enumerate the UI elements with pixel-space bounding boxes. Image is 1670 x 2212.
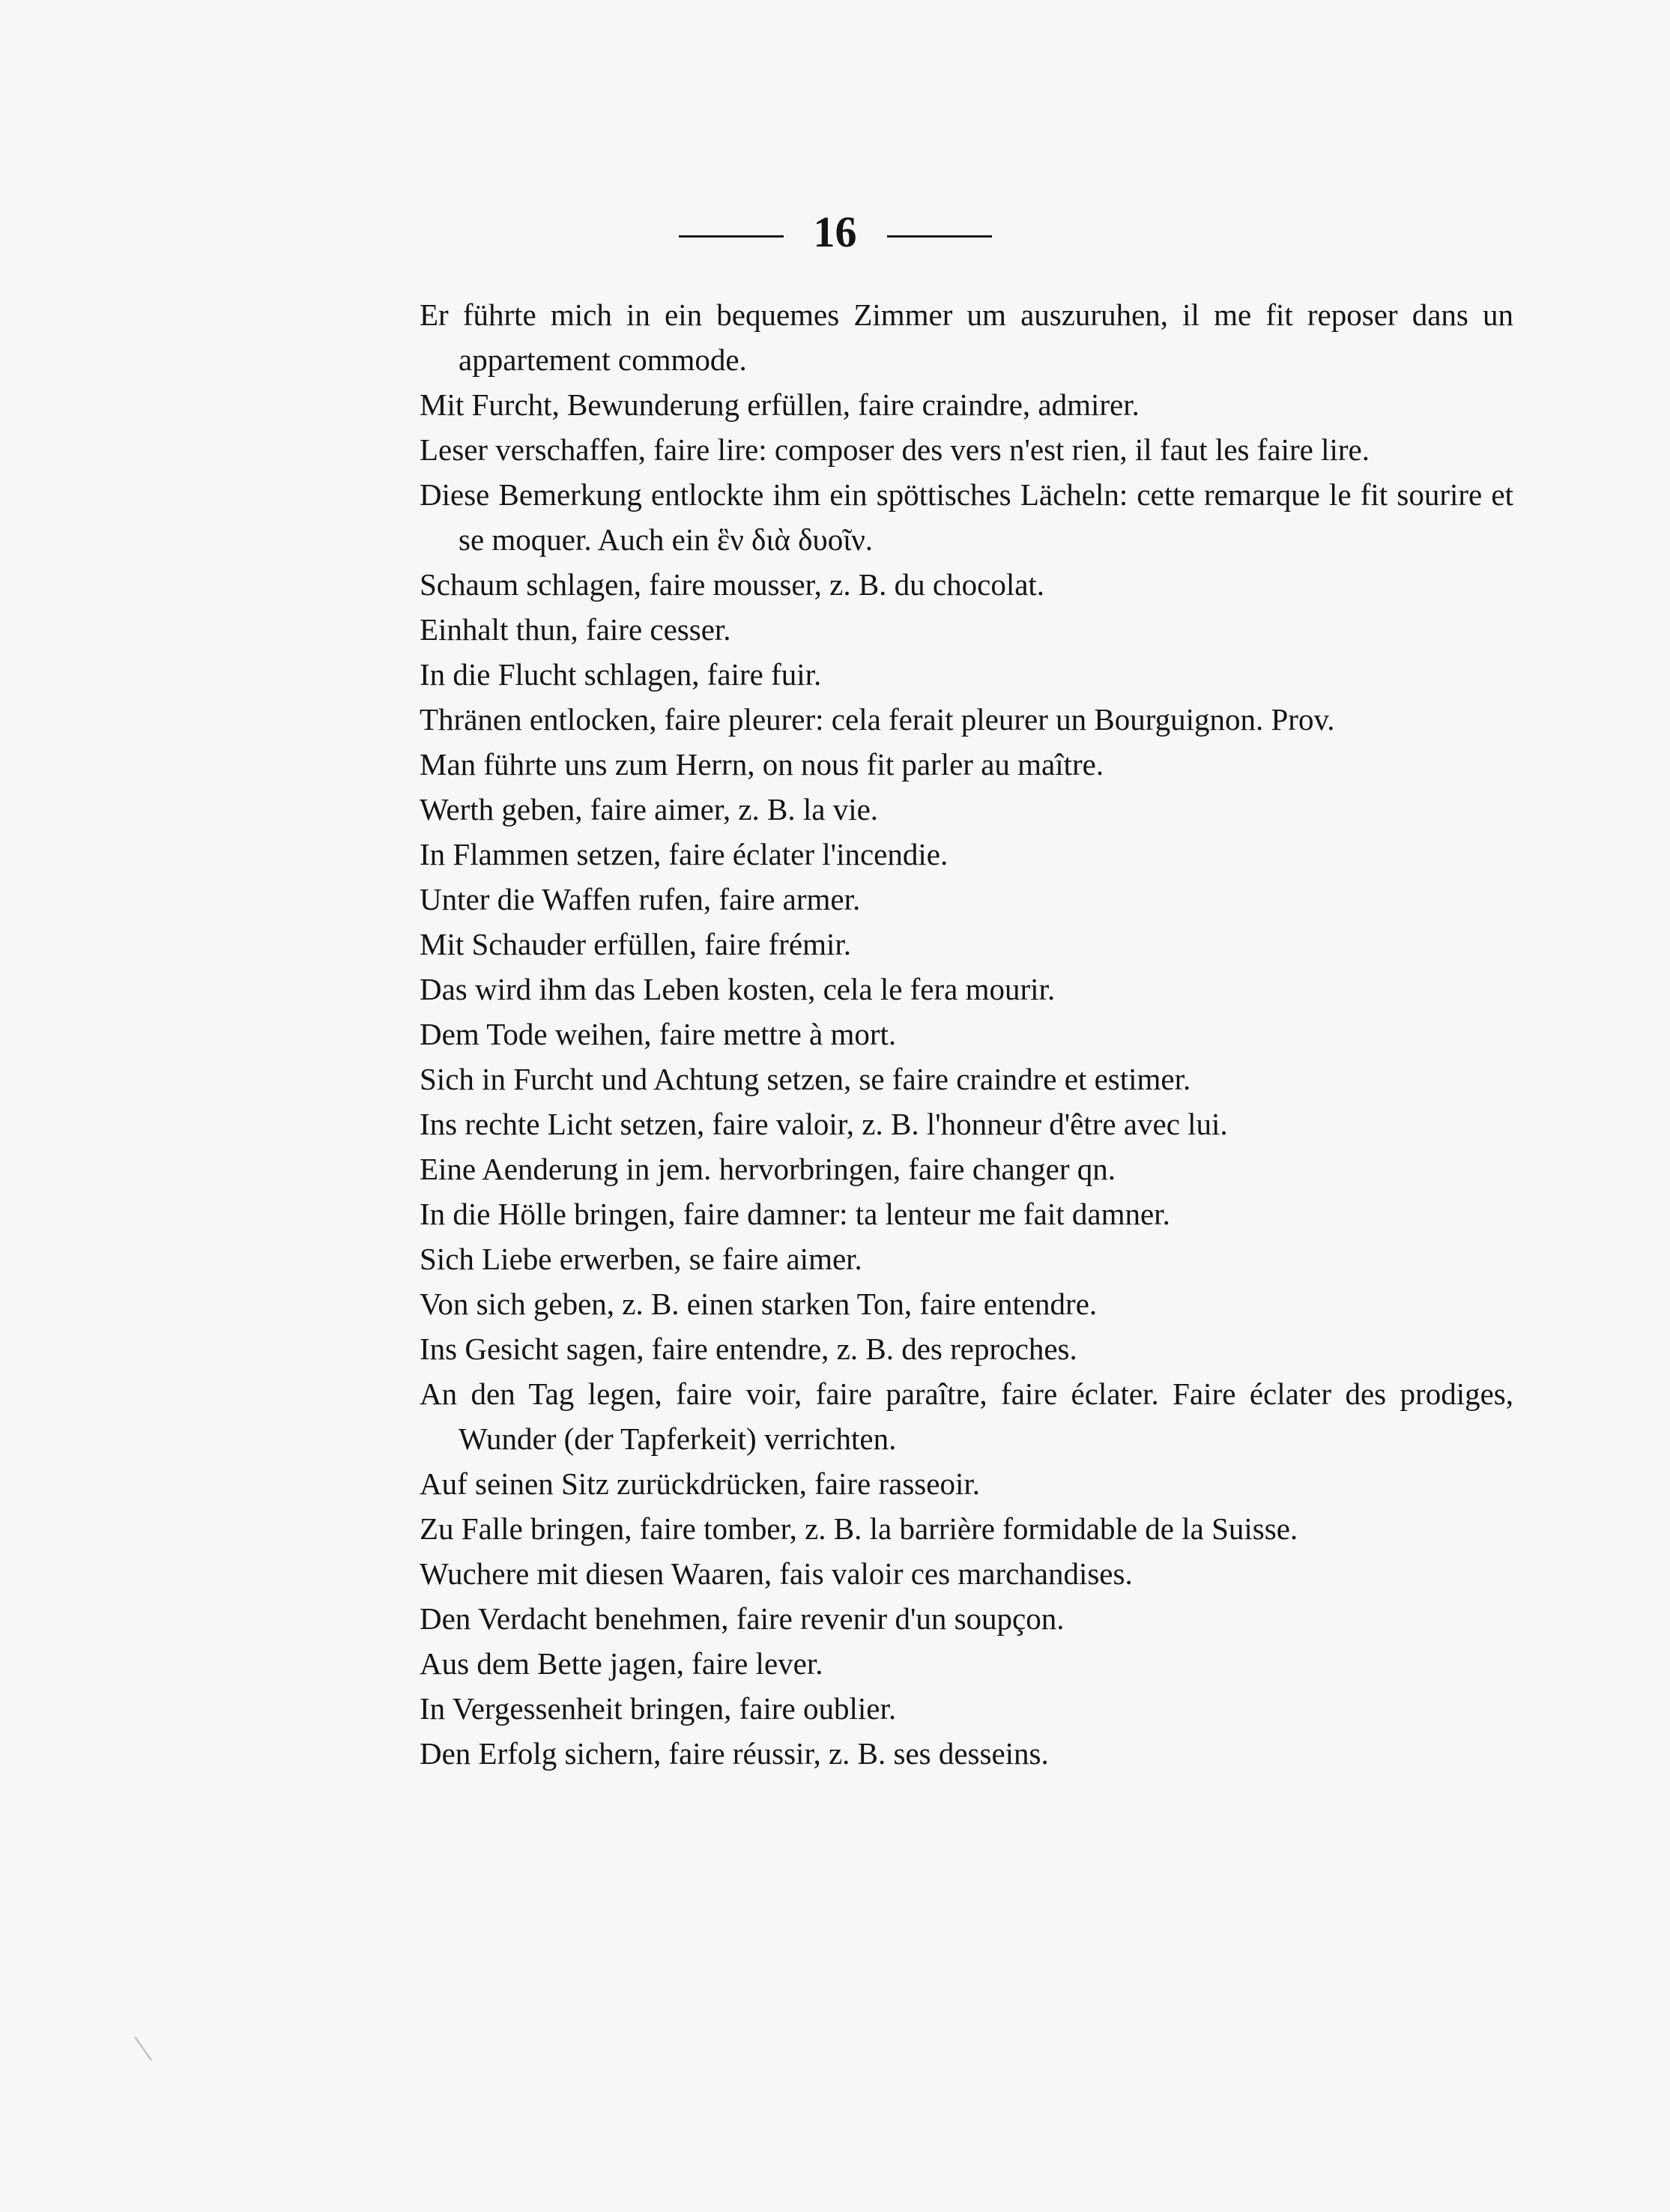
page-number: 16 bbox=[813, 208, 857, 256]
entry: Werth geben, faire aimer, z. B. la vie. bbox=[420, 792, 879, 827]
header-rule-right bbox=[887, 235, 992, 238]
page-header bbox=[0, 202, 1670, 262]
entry: Leser verschaffen, faire lire: composer des vers n'est rien, il faut les faire lire. bbox=[420, 432, 1370, 467]
entry: Einhalt thun, faire cesser. bbox=[420, 612, 731, 647]
entry: Mit Schauder erfüllen, faire frémir. bbox=[420, 927, 852, 961]
entry: In die Flucht schlagen, faire fuir. bbox=[420, 657, 822, 692]
entry: Diese Bemerkung entlockte ihm ein spöttisches Lächeln: cette remarque le fit sourire et se moquer. Auch ein ἓν διὰ δυοῖν. bbox=[420, 477, 1513, 557]
entry: Aus dem Bette jagen, faire lever. bbox=[420, 1646, 823, 1681]
entry: Zu Falle bringen, faire tomber, z. B. la barrière formidable de la Suisse. bbox=[420, 1511, 1298, 1546]
header-rule-left bbox=[679, 235, 784, 238]
entry: Auf seinen Sitz zurückdrücken, faire rasseoir. bbox=[420, 1466, 980, 1501]
entry: In die Hölle bringen, faire damner: ta lenteur me fait damner. bbox=[420, 1197, 1170, 1231]
entry: An den Tag legen, faire voir, faire paraître, faire éclater. Faire éclater des prodiges, Wunder (der Tapferkeit) verrichten. bbox=[420, 1377, 1513, 1456]
entry-list bbox=[420, 292, 1513, 1776]
entry: In Vergessenheit bringen, faire oublier. bbox=[420, 1691, 897, 1726]
entry: In Flammen setzen, faire éclater l'incendie. bbox=[420, 837, 949, 871]
entry: Ins Gesicht sagen, faire entendre, z. B. des reproches. bbox=[420, 1332, 1077, 1366]
entry: Den Verdacht benehmen, faire revenir d'un soupçon. bbox=[420, 1601, 1065, 1636]
entry: Unter die Waffen rufen, faire armer. bbox=[420, 882, 861, 916]
entry: Mit Furcht, Bewunderung erfüllen, faire craindre, admirer. bbox=[420, 387, 1140, 422]
entry: Er führte mich in ein bequemes Zimmer um auszuruhen, il me fit reposer dans un appartement commode. bbox=[420, 297, 1513, 377]
entry: Thränen entlocken, faire pleurer: cela ferait pleurer un Bourguignon. Prov. bbox=[420, 702, 1335, 737]
entry: Den Erfolg sichern, faire réussir, z. B. ses desseins. bbox=[420, 1736, 1049, 1771]
entry: Von sich geben, z. B. einen starken Ton, faire entendre. bbox=[420, 1287, 1098, 1321]
entry: Das wird ihm das Leben kosten, cela le fera mourir. bbox=[420, 972, 1056, 1006]
entry: Dem Tode weihen, faire mettre à mort. bbox=[420, 1017, 897, 1051]
pencil-mark bbox=[134, 2037, 151, 2061]
entry: Schaum schlagen, faire mousser, z. B. du chocolat. bbox=[420, 567, 1045, 602]
entry: Eine Aenderung in jem. hervorbringen, faire changer qn. bbox=[420, 1152, 1116, 1186]
entry: Ins rechte Licht setzen, faire valoir, z. B. l'honneur d'être avec lui. bbox=[420, 1107, 1228, 1141]
entry: Wuchere mit diesen Waaren, fais valoir ces marchandises. bbox=[420, 1556, 1133, 1591]
entry: Man führte uns zum Herrn, on nous fit parler au maître. bbox=[420, 747, 1104, 782]
entry: Sich Liebe erwerben, se faire aimer. bbox=[420, 1242, 862, 1276]
entry: Sich in Furcht und Achtung setzen, se faire craindre et estimer. bbox=[420, 1062, 1191, 1096]
